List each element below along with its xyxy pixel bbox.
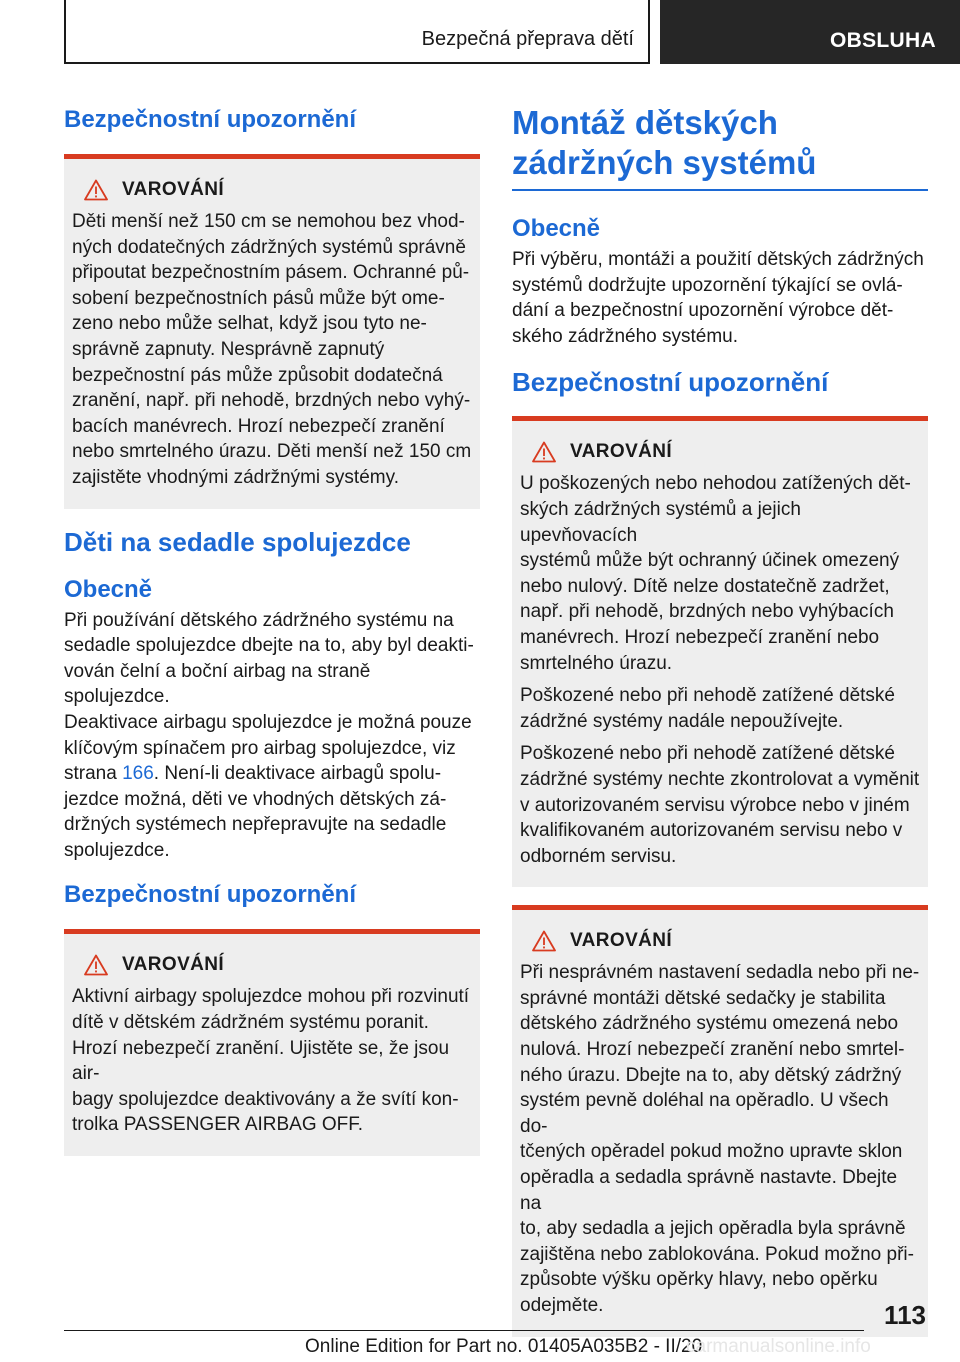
warning-box (64, 154, 480, 509)
header-chapter-label: OBSLUHA (830, 29, 936, 52)
title-divider (512, 189, 928, 191)
warning-box (512, 905, 928, 1336)
warning-header (84, 177, 472, 203)
warning-title: VAROVÁNÍ (570, 930, 673, 952)
warning-box (512, 416, 928, 887)
warning-text: Děti menší než 150 cm se nemohou bez vhod‐ ných dodatečných zádržných systémů správně připoutat bezpečnostním pásem. Ochranné pů‐ sobení bezpečnostních pásů může být ome‐ zeno nebo může selhat, když jsou tyto ne‐ správně zapnuty. Nesprávně zapnutý bezpečnostní pás může způsobit dodatečná zranění, např. při nehodě, brzdných nebo vyhý‐ bacích manévrech. Hrozí nebezpečí zranění nebo smrtelného úrazu. Děti menší než 150 cm zajistěte vhodnými zádržnými systémy. (72, 211, 472, 488)
warning-text: Poškozené nebo při nehodě zatížené dětské zádržné systémy nechte zkontrolovat a vyměnit v autorizovaném servisu výrobce nebo v jiném kvalifikovaném autorizovaném servisu nebo v odborném servisu. (520, 743, 920, 867)
warning-triangle-icon (84, 954, 108, 976)
warning-triangle-icon (532, 441, 556, 463)
safety-notes-heading: Bezpečnostní upozornění (64, 881, 357, 909)
chapter-title: Montáž dětských zádržných systémů (512, 104, 817, 181)
body-paragraph: Při používání dětského zádržného systému na sedadle spolujezdce dbejte na to, aby byl deakti‐ vován čelní a boční airbag na straně spolujezdce. Deaktivace airbagu spolujezdce je možná pouze klíčovým spínačem pro airbag spolujezdce, viz strana 166. Není-li deaktivace airbagů spolu‐ jezdce možná, děti ve vhodných dětských zá‐ držných systémech nepřepravujte na sedadle spolujezdce. (64, 609, 474, 861)
warning-text: Poškozené nebo při nehodě zatížené dětské zádržné systémy nadále nepoužívejte. (520, 685, 895, 732)
warning-text: U poškozených nebo nehodou zatížených dět‐ ských zádržných systémů a jejich upevňovacích systémů může být ochranný účinek omezený nebo nulový. Dítě nelze dostatečně zadržet, např. při nehodě, brzdných nebo vyhýbacích manévrech. Hrozí nebezpečí zranění nebo smrtelného úrazu. (520, 473, 911, 674)
warning-header (532, 439, 920, 465)
header-section-title: Bezpečná přeprava dětí (421, 28, 634, 50)
footer-edition-text: Online Edition for Part no. 01405A035B2 - II/20 (305, 1336, 703, 1357)
warning-triangle-icon (84, 179, 108, 201)
subsection-title-general: Obecně (64, 575, 153, 603)
header-chapter-tab (660, 0, 960, 64)
warning-triangle-icon (532, 930, 556, 952)
warning-title: VAROVÁNÍ (122, 179, 225, 200)
right-column (512, 100, 928, 1355)
footer-divider (64, 1330, 864, 1331)
warning-header (84, 952, 472, 978)
warning-title: VAROVÁNÍ (122, 954, 225, 976)
warning-header (532, 928, 920, 954)
header-frame (64, 0, 650, 64)
warning-box (64, 929, 480, 1156)
subsection-title-general: Obecně (512, 215, 601, 242)
warning-text: Při nesprávném nastavení sedadla nebo při ne‐ správné montáži dětské sedačky je stabilita dětského zádržného systému omezená nebo nulová. Hrozí nebezpečí zranění nebo smrtel‐ ného úrazu. Dbejte na to, aby dětský zádržný systém pevně doléhal na opěradlo. U všech do‐ tčených opěradel pokud možno upravte sklon opěradla a sedadla správně nastavte. Dbejte na to, aby sedadla a jejich opěradla byla správně zajištěna nebo zablokována. Pokud možno při‐ způsobte výšku opěrky hlavy, nebo opěrku odejměte. (520, 962, 920, 1316)
warning-text: Aktivní airbagy spolujezdce mohou při rozvinutí dítě v dětském zádržném systému poranit. Hrozí nebezpečí zranění. Ujistěte se, že jsou air‐ bagy spolujezdce deaktivovány a že svítí kon‐ trolka PASSENGER AIRBAG OFF. (72, 986, 470, 1136)
warning-title: VAROVÁNÍ (570, 441, 673, 463)
safety-notes-heading: Bezpečnostní upozornění (64, 106, 357, 133)
section-title-passenger-seat: Děti na sedadle spolujezdce (64, 526, 411, 557)
left-column (64, 100, 480, 1174)
body-paragraph: Při výběru, montáži a použití dětských zádržných systémů dodržujte upozornění týkající se ovlá‐ dání a bezpečnostní upozornění výrobce dět‐ ského zádržného systému. (512, 249, 924, 347)
footer-watermark: carmanualsonline.info (686, 1336, 871, 1357)
page-reference-link[interactable]: 166 (122, 763, 154, 785)
page-number: 113 (884, 1300, 926, 1330)
safety-notes-heading: Bezpečnostní upozornění (512, 367, 829, 398)
